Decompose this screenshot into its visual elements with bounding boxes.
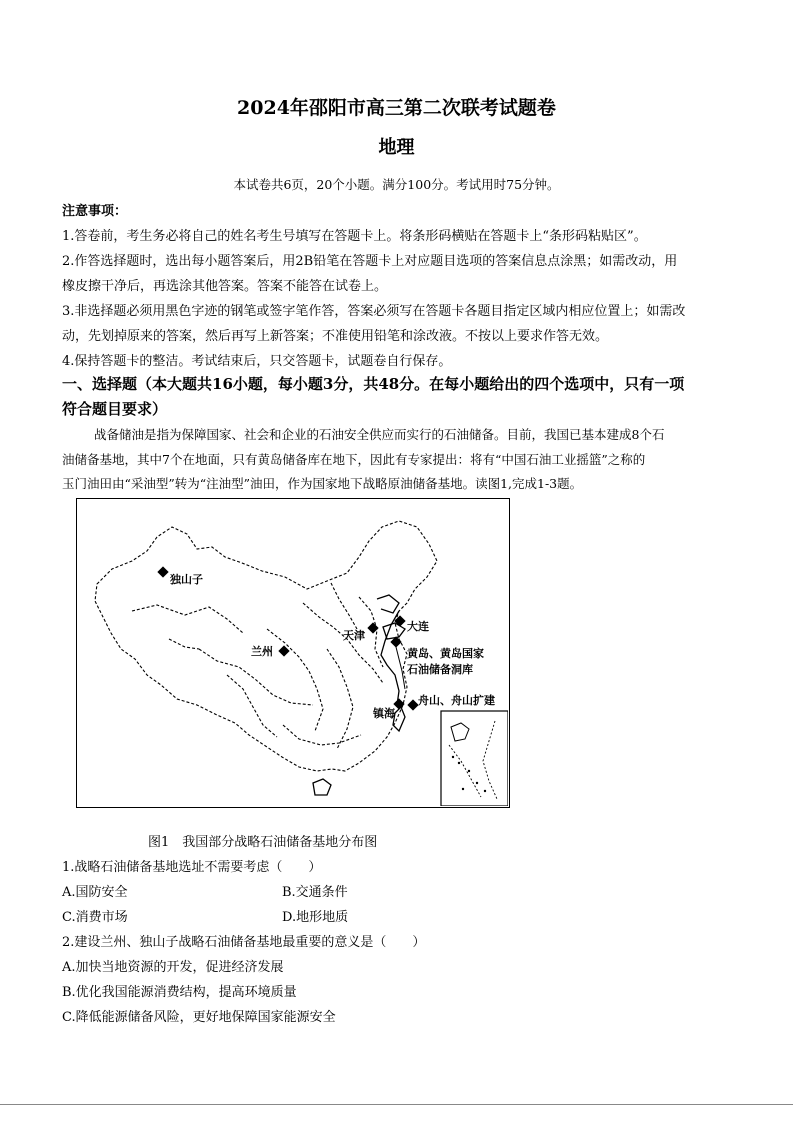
province-border — [227, 675, 277, 737]
label-dushanzi: 独山子 — [170, 573, 203, 586]
china-oil-reserve-map — [76, 498, 510, 808]
inset-map — [441, 711, 508, 806]
notes-heading: 注意事项： — [62, 204, 128, 219]
note-line: 2.作答选择题时，选出每小题答案后，用2B铅笔在答题卡上对应题目选项的答案信息点涂黑；如需改动，用 — [62, 254, 678, 269]
label-tianjin: 天津 — [343, 629, 365, 642]
province-border — [132, 605, 243, 633]
passage-line: 油储备基地，其中7个在地面，只有黄岛储备库在地下，因此有专家提出：将有“中国石油工业摇篮”之称的 — [62, 452, 646, 467]
zhoushan-marker — [407, 699, 418, 710]
question-2-stem: 2.建设兰州、独山子战略石油储备基地最重要的意义是（ ） — [62, 935, 426, 950]
label-lanzhou: 兰州 — [251, 645, 273, 658]
question-1-stem: 1.战略石油储备基地选址不需要考虑（ ） — [62, 860, 322, 875]
page-bottom-rule — [0, 1104, 793, 1105]
label-dalian: 大连 — [407, 620, 429, 633]
subject-title: 地理 — [378, 137, 415, 158]
hainan-island — [313, 779, 331, 795]
question-1-option-d: D.地形地质 — [282, 910, 349, 925]
province-border — [169, 639, 199, 649]
dushanzi-marker — [157, 566, 168, 577]
zhenhai-marker — [393, 698, 404, 709]
note-line: 4.保持答题卡的整洁。考试结束后，只交答题卡，试题卷自行保存。 — [62, 354, 452, 369]
liaodong-bay — [377, 595, 399, 613]
note-line: 动，先划掉原来的答案，然后再写上新答案；不准使用铅笔和涂改液。不按以上要求作答无效。 — [62, 329, 609, 344]
province-border — [327, 649, 353, 749]
shandong-peninsula — [383, 623, 405, 639]
province-border — [331, 583, 357, 629]
label-zhoushan: 舟山、舟山扩建 — [418, 694, 495, 707]
figure-caption: 图1 我国部分战略石油储备基地分布图 — [148, 835, 378, 850]
section-heading-line1: 一、选择题（本大题共16小题，每小题3分，共48分。在每小题给出的四个选项中，只有一项 — [62, 375, 685, 393]
passage-line: 战备储油是指为保障国家、社会和企业的石油安全供应而实行的石油储备。目前，我国已基本建成8个石 — [94, 427, 665, 442]
label-huangdao-1: 黄岛、黄岛国家 — [407, 647, 484, 660]
question-2-option-a: A.加快当地资源的开发，促进经济发展 — [62, 960, 284, 975]
note-line: 3.非选择题必须用黑色字迹的钢笔或签字笔作答，答案必须写在答题卡各题目指定区域内相应位置上；如需改 — [62, 304, 686, 319]
question-2-option-b: B.优化我国能源消费结构，提高环境质量 — [62, 985, 297, 1000]
label-zhenhai: 镇海 — [373, 707, 395, 720]
section-heading-line2: 符合题目要求） — [62, 400, 168, 418]
exam-title: 2024年邵阳市高三第二次联考试题卷 — [237, 97, 556, 119]
province-border — [303, 603, 383, 683]
question-1-option-c: C.消费市场 — [62, 910, 128, 925]
province-border — [283, 725, 361, 745]
lanzhou-marker — [278, 645, 289, 656]
question-1-option-a: A.国防安全 — [62, 885, 128, 900]
label-huangdao-2: 石油储备洞库 — [407, 663, 473, 676]
note-line: 橡皮擦干净后，再选涂其他答案。答案不能答在试卷上。 — [62, 279, 388, 294]
passage-line: 玉门油田由“采油型”转为“注油型”油田，作为国家地下战略原油储备基地。读图1,完成1-3题。 — [62, 476, 583, 491]
exam-info: 本试卷共6页，20个小题。满分100分。考试用时75分钟。 — [233, 177, 560, 192]
note-line: 1.答卷前，考生务必将自己的姓名考生号填写在答题卡上。将条形码横贴在答题卡上“条形码粘贴区”。 — [62, 229, 647, 244]
question-2-option-c: C.降低能源储备风险，更好地保障国家能源安全 — [62, 1010, 336, 1025]
question-1-option-b: B.交通条件 — [282, 885, 348, 900]
province-border — [267, 629, 323, 731]
